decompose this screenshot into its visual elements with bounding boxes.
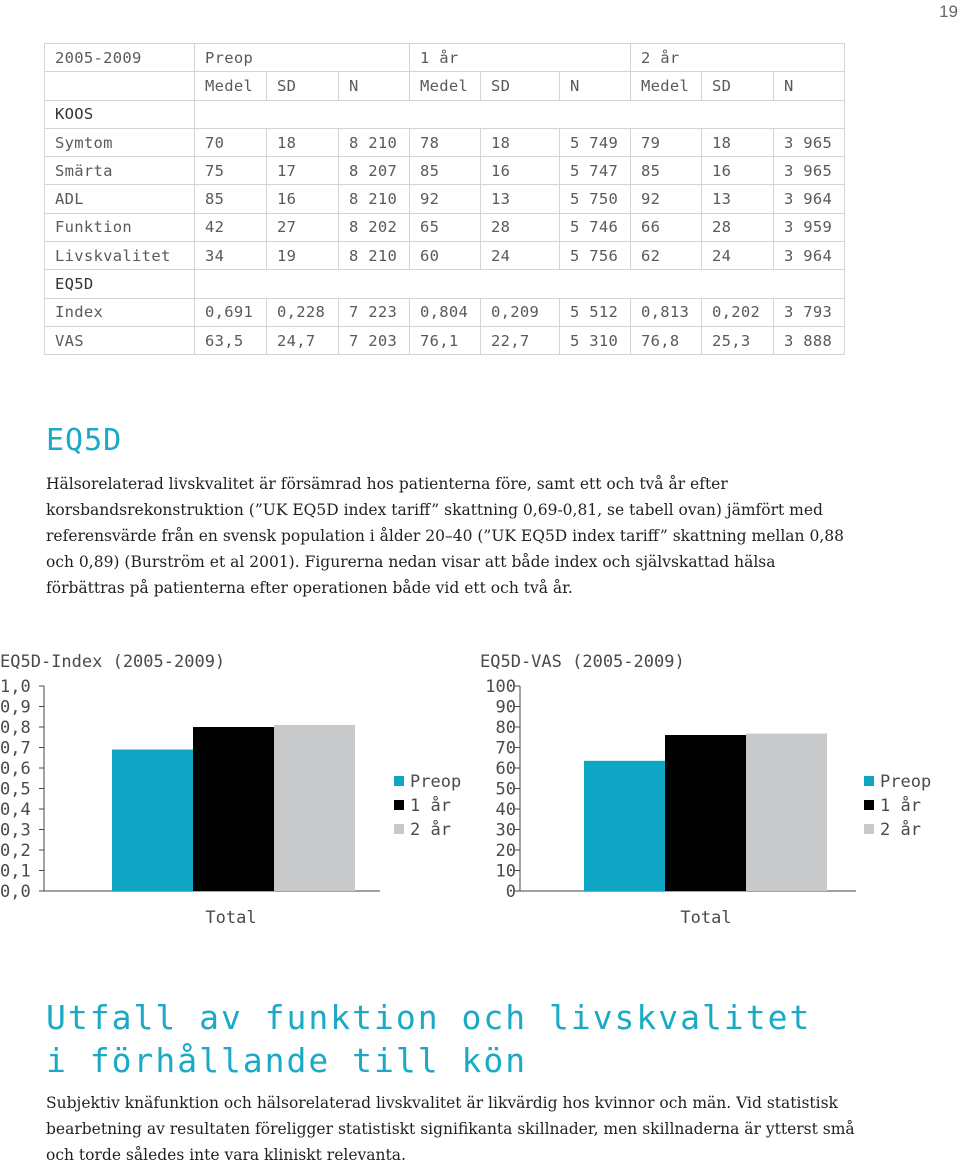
table-cell: 3 959	[774, 213, 845, 241]
gender-heading	[46, 996, 811, 1082]
table-cell: 3 965	[774, 128, 845, 156]
table-cell: 79	[631, 128, 702, 156]
category-label: Total	[205, 908, 257, 928]
table-cell: 28	[481, 213, 560, 241]
table-cell: 3 964	[774, 185, 845, 213]
table-subheader: N	[339, 72, 410, 100]
table-cell: 24	[481, 242, 560, 270]
gender-heading-line-2: i förhållande till kön	[46, 1041, 528, 1080]
table-row	[45, 298, 845, 326]
table-cell: 8 210	[339, 185, 410, 213]
bar-2-år	[274, 725, 355, 891]
table-cell: 60	[410, 242, 481, 270]
eq5d-index-chart	[0, 640, 476, 940]
results-table	[44, 43, 845, 355]
table-cell: 5 310	[560, 326, 631, 354]
page-number: 19	[939, 2, 958, 21]
table-cell: 8 202	[339, 213, 410, 241]
legend-swatch	[864, 800, 874, 810]
table-cell: 5 746	[560, 213, 631, 241]
table-group-header: 2 år	[631, 44, 845, 72]
table-cell: 65	[410, 213, 481, 241]
chart-title: EQ5D-Index (2005-2009)	[0, 652, 226, 672]
table-cell: 3 793	[774, 298, 845, 326]
table-cell: 42	[195, 213, 267, 241]
table-cell: 70	[195, 128, 267, 156]
y-tick-label: 30	[495, 820, 516, 841]
legend-label: 2 år	[410, 820, 451, 840]
table-row	[45, 185, 845, 213]
y-tick-label: 50	[495, 779, 516, 800]
table-cell: 16	[267, 185, 339, 213]
table-cell: 17	[267, 157, 339, 185]
table-cell: 27	[267, 213, 339, 241]
legend-swatch	[394, 824, 404, 834]
bar-preop	[112, 750, 193, 891]
bar-1-år	[665, 735, 746, 891]
table-cell: 78	[410, 128, 481, 156]
y-tick-label: 0	[505, 882, 516, 902]
y-tick-label: 0,1	[0, 861, 31, 882]
table-cell: 16	[702, 157, 774, 185]
y-tick-label: 1,0	[0, 677, 31, 697]
chart-title: EQ5D-VAS (2005-2009)	[480, 652, 685, 672]
table-cell: 0,813	[631, 298, 702, 326]
y-tick-label: 20	[495, 841, 516, 861]
gender-paragraph: Subjektiv knäfunktion och hälsorelaterad livskvalitet är likvärdig hos kvinnor och män. Vid statistisk bearbetning av resultaten föreligger statistiskt signifikanta skillnader, men skillnaderna är ytterst små och torde således inte vara kliniskt relevanta.	[46, 1094, 855, 1164]
table-row	[45, 157, 845, 185]
table-row	[45, 128, 845, 156]
table-cell: 19	[267, 242, 339, 270]
table-cell: 7 203	[339, 326, 410, 354]
table-section-label: EQ5D	[45, 270, 195, 298]
y-tick-label: 0,2	[0, 841, 31, 861]
table-row	[45, 326, 845, 354]
table-subheader: N	[560, 72, 631, 100]
table-cell: 5 750	[560, 185, 631, 213]
table-cell: 13	[481, 185, 560, 213]
table-cell: 0,209	[481, 298, 560, 326]
table-empty-cell	[195, 100, 845, 128]
legend-swatch	[394, 776, 404, 786]
table-subheader: Medel	[195, 72, 267, 100]
table-cell: 8 207	[339, 157, 410, 185]
table-cell: 18	[267, 128, 339, 156]
table-section-label: KOOS	[45, 100, 195, 128]
y-tick-label: 0,0	[0, 882, 31, 902]
y-tick-label: 60	[495, 759, 516, 779]
table-row-label: Funktion	[45, 213, 195, 241]
table-empty-cell	[45, 72, 195, 100]
table-cell: 0,691	[195, 298, 267, 326]
table-subheader-row	[45, 72, 845, 100]
y-tick-label: 100	[485, 677, 516, 697]
eq5d-vas-chart	[476, 640, 960, 940]
table-cell: 92	[631, 185, 702, 213]
table-subheader: SD	[481, 72, 560, 100]
table-cell: 18	[702, 128, 774, 156]
table-row-label: ADL	[45, 185, 195, 213]
table-row-label: VAS	[45, 326, 195, 354]
table-row-label: Livskvalitet	[45, 242, 195, 270]
table-row	[45, 242, 845, 270]
table-cell: 3 965	[774, 157, 845, 185]
table-cell: 8 210	[339, 242, 410, 270]
table-cell: 24	[702, 242, 774, 270]
table-cell: 5 512	[560, 298, 631, 326]
table-cell: 28	[702, 213, 774, 241]
table-cell: 0,202	[702, 298, 774, 326]
table-cell: 18	[481, 128, 560, 156]
table-cell: 85	[631, 157, 702, 185]
y-tick-label: 70	[495, 738, 516, 759]
table-cell: 24,7	[267, 326, 339, 354]
table-cell: 16	[481, 157, 560, 185]
y-tick-label: 0,5	[0, 779, 31, 800]
y-tick-label: 80	[495, 718, 516, 738]
legend-label: 2 år	[880, 820, 921, 840]
category-label: Total	[680, 908, 732, 928]
table-cell: 5 747	[560, 157, 631, 185]
legend-swatch	[864, 824, 874, 834]
table-subheader: Medel	[410, 72, 481, 100]
table-cell: 34	[195, 242, 267, 270]
y-tick-label: 40	[495, 800, 516, 820]
table-cell: 3 964	[774, 242, 845, 270]
y-tick-label: 0,6	[0, 759, 31, 779]
y-tick-label: 90	[495, 697, 516, 718]
table-subheader: SD	[702, 72, 774, 100]
table-section-row	[45, 100, 845, 128]
gender-heading-line-1: Utfall av funktion och livskvalitet	[46, 998, 812, 1037]
table-cell: 8 210	[339, 128, 410, 156]
table-subheader: SD	[267, 72, 339, 100]
table-header-row	[45, 44, 845, 72]
table-cell: 3 888	[774, 326, 845, 354]
table-cell: 0,804	[410, 298, 481, 326]
table-row-label: Smärta	[45, 157, 195, 185]
table-cell: 76,1	[410, 326, 481, 354]
table-cell: 5 756	[560, 242, 631, 270]
table-cell: 75	[195, 157, 267, 185]
table-cell: 7 223	[339, 298, 410, 326]
table-cell: 66	[631, 213, 702, 241]
bar-1-år	[193, 727, 274, 891]
y-tick-label: 0,8	[0, 718, 31, 738]
table-cell: 5 749	[560, 128, 631, 156]
table-group-header: 1 år	[410, 44, 631, 72]
eq5d-paragraph: Hälsorelaterad livskvalitet är försämrad hos patienterna före, samt ett och två år efter korsbandsrekonstruktion (”UK EQ5D index tariff” skattning 0,69-0,81, se tabell ovan) jämfört med referensvärde från en svensk population i ålder 20–40 (”UK EQ5D index tariff” skattning mellan 0,88 och 0,89) (Burström et al 2001). Figurerna nedan visar att både index och självskattad hälsa förbättras på patienterna efter operationen både vid ett och två år.	[46, 475, 844, 597]
y-tick-label: 0,9	[0, 697, 31, 718]
legend-label: 1 år	[880, 796, 921, 816]
table-cell: 92	[410, 185, 481, 213]
legend-label: Preop	[410, 772, 462, 792]
legend-swatch	[864, 776, 874, 786]
legend-label: 1 år	[410, 796, 451, 816]
table-group-header: Preop	[195, 44, 410, 72]
legend-swatch	[394, 800, 404, 810]
eq5d-heading: EQ5D	[46, 423, 123, 458]
table-cell: 76,8	[631, 326, 702, 354]
table-cell: 0,228	[267, 298, 339, 326]
y-tick-label: 0,3	[0, 820, 31, 841]
table-cell: 22,7	[481, 326, 560, 354]
table-cell: 85	[410, 157, 481, 185]
y-tick-label: 0,7	[0, 738, 31, 759]
table-row	[45, 213, 845, 241]
y-tick-label: 0,4	[0, 800, 31, 820]
table-row-label: Symtom	[45, 128, 195, 156]
table-period-label: 2005-2009	[45, 44, 195, 72]
table-subheader: Medel	[631, 72, 702, 100]
bar-2-år	[746, 734, 827, 891]
table-cell: 63,5	[195, 326, 267, 354]
table-cell: 13	[702, 185, 774, 213]
table-empty-cell	[195, 270, 845, 298]
bar-preop	[584, 761, 665, 891]
table-subheader: N	[774, 72, 845, 100]
table-cell: 85	[195, 185, 267, 213]
legend-label: Preop	[880, 772, 932, 792]
y-tick-label: 10	[495, 861, 516, 882]
table-row-label: Index	[45, 298, 195, 326]
table-cell: 62	[631, 242, 702, 270]
table-cell: 25,3	[702, 326, 774, 354]
table-section-row	[45, 270, 845, 298]
